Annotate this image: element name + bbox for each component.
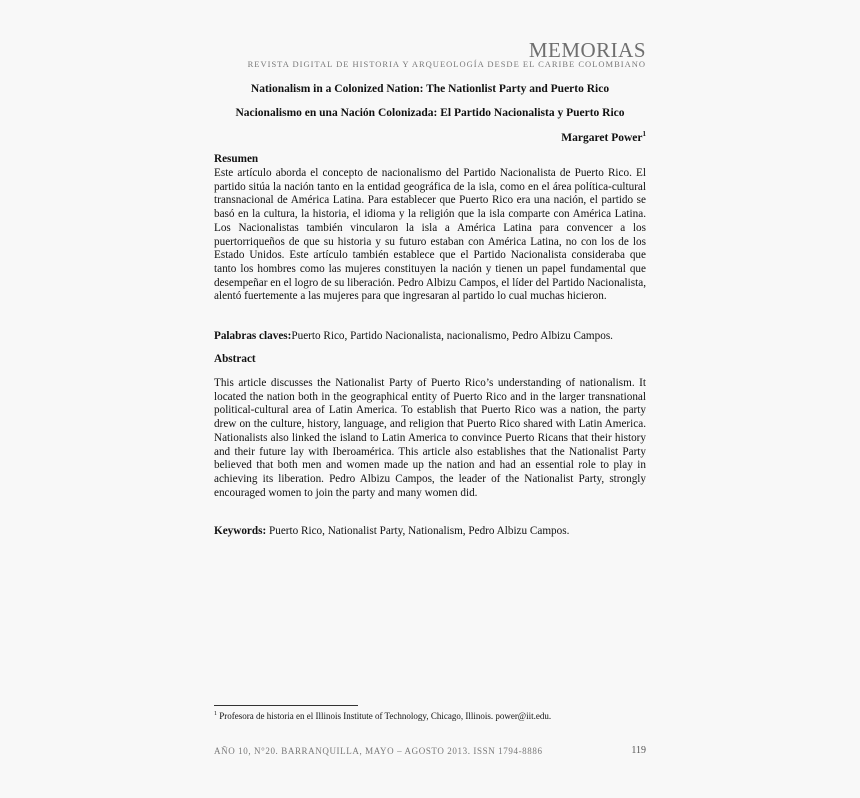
footnote-text: Profesora de historia en el Illinois Institute of Technology, Chicago, Illinois. power@iit.edu. bbox=[217, 711, 552, 721]
footnote bbox=[214, 711, 551, 721]
palabras-claves-label: Palabras claves: bbox=[214, 330, 292, 342]
resumen-text: Este artículo aborda el concepto de nacionalismo del Partido Nacionalista de Puerto Rico. El partido sitúa la nación tanto en la entidad geográfica de la isla, como en el área política-cultural transnacional de América Latina. Para establecer que Puerto Rico era una nación, el partido se basó en la cultura, la historia, el idioma y la religión que la isla comparte con América Latina. Los Nacionalistas también vincularon la isla a América Latina para convencer a los puertorriqueños de que su historia y su futuro estaban con América Latina, no con los de los Estado Unidos. Este artículo también establece que el Partido Nacionalista consideraba que tanto los hombres como las mujeres constituyen la nación y tienen un papel fundamental que desempeñar en el logro de su liberación. Pedro Albizu Campos, el líder del Partido Nacionalista, alentó fuertemente a las mujeres para que ingresaran al partido lo cual muchas hicieron. bbox=[214, 167, 646, 303]
page-number: 119 bbox=[631, 745, 646, 756]
article-title-english: Nationalism in a Colonized Nation: The Nationlist Party and Puerto Rico bbox=[250, 83, 610, 95]
palabras-claves-text: Puerto Rico, Partido Nacionalista, nacionalismo, Pedro Albizu Campos. bbox=[291, 330, 613, 342]
footnote-divider bbox=[214, 705, 358, 706]
palabras-claves bbox=[214, 330, 646, 344]
author-name: Margaret Power bbox=[561, 131, 643, 144]
journal-title: MEMORIAS bbox=[528, 38, 646, 62]
footer-info: AÑO 10, N°20. BARRANQUILLA, MAYO – AGOSTO 2013. ISSN 1794-8886 bbox=[214, 746, 543, 756]
keywords-label: Keywords: bbox=[214, 525, 267, 537]
abstract-heading: Abstract bbox=[214, 353, 256, 365]
footnote-mark: 1 bbox=[214, 711, 217, 717]
journal-subtitle: REVISTA DIGITAL DE HISTORIA Y ARQUEOLOGÍA DESDE EL CARIBE COLOMBIANO bbox=[247, 59, 646, 69]
keywords-text: Puerto Rico, Nationalist Party, Nationalism, Pedro Albizu Campos. bbox=[266, 525, 570, 537]
keywords bbox=[214, 525, 646, 539]
article-title-spanish: Nacionalismo en una Nación Colonizada: El Partido Nacionalista y Puerto Rico bbox=[235, 107, 625, 119]
author-line bbox=[561, 130, 646, 144]
resumen-heading: Resumen bbox=[214, 153, 259, 165]
author-footnote-mark: 1 bbox=[642, 130, 646, 138]
abstract-text: This article discusses the Nationalist Party of Puerto Rico’s understanding of nationalism. It located the nation both in the geographical entity of Puerto Rico and in the larger transnational political-cultural area of Latin America. To establish that Puerto Rico was a nation, the party drew on the culture, history, language, and religion that Puerto Rico shared with Latin America. Nationalists also linked the island to Latin America to convince Puerto Ricans that their history and their future lay with Iberoamérica. This article also establishes that the Nationalist Party believed that both men and women made up the nation and had an essential role to play in achieving its liberation. Pedro Albizu Campos, the leader of the Nationalist Party, strongly encouraged women to join the party and many women did. bbox=[214, 377, 646, 499]
